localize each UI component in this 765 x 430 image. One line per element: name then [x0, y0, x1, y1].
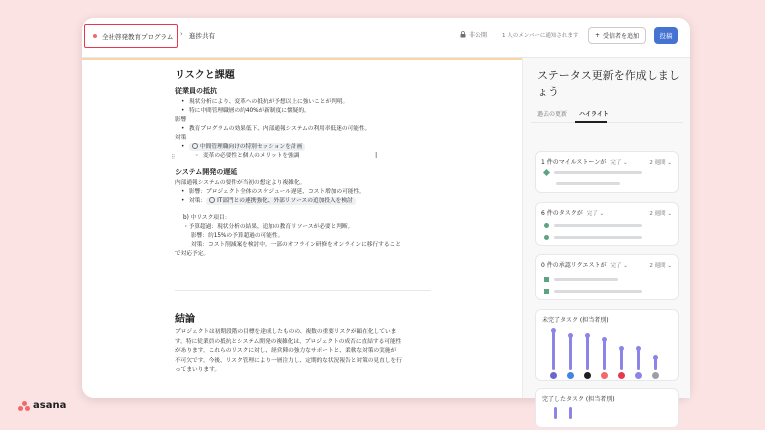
card-title: 0 件の承認リクエストが: [541, 262, 607, 269]
card-title: 1 件のマイルストーンが: [541, 159, 607, 166]
assignee-avatar[interactable]: [584, 372, 591, 379]
label-measure: 対策: [175, 135, 187, 141]
paragraph: ・予算超過：現状分析の結果、追加の教育リソースが必要と判断。: [183, 224, 354, 230]
chart-bar: [586, 335, 589, 370]
measure-prefix: 対策：: [189, 198, 207, 204]
conclusion-paragraph: [175, 328, 433, 376]
post-button[interactable]: 投稿: [654, 27, 678, 44]
card-filter[interactable]: [610, 158, 627, 166]
chart-bar-cap: [585, 333, 590, 338]
chart-bar: [637, 348, 640, 370]
check-circle-icon[interactable]: [192, 143, 198, 149]
assignee-avatar[interactable]: [635, 372, 642, 379]
card-period[interactable]: 2 週間 ⌄: [649, 263, 672, 269]
asana-logo-icon: [18, 401, 30, 411]
approval-square-icon: [544, 289, 549, 294]
list-item: [544, 289, 642, 294]
plus-icon: +: [595, 32, 601, 39]
sidebar-tabs: [537, 109, 609, 118]
subsection-title: 従業員の抵抗: [175, 87, 217, 95]
drag-handle-icon[interactable]: ⠿: [171, 154, 176, 161]
tab-past-updates[interactable]: 過去の更新: [537, 111, 568, 118]
subsection-title: システム開発の遅延: [175, 168, 238, 176]
placeholder-bar: [554, 278, 618, 281]
placeholder-bar: [556, 182, 620, 185]
card-filter[interactable]: [587, 209, 604, 217]
text-cursor-icon: I: [375, 151, 378, 160]
card-title: 6 件のタスクが: [541, 210, 583, 217]
assignee-avatar[interactable]: [550, 372, 557, 379]
chart-bar-cap: [602, 337, 607, 342]
add-recipient-button[interactable]: [588, 27, 646, 44]
paragraph-line: プロジェクトは初期段階の目標を達成したものの、複数の重要リスクが顕在化していま: [175, 329, 397, 335]
paragraph: で対応予定。: [175, 251, 210, 257]
breadcrumb-project[interactable]: [84, 24, 178, 48]
card-header: [541, 208, 604, 217]
placeholder-bar: [554, 171, 642, 174]
list-item: • 教育プログラムの効果低下、内部通報システムの利用率低迷の可能性。: [175, 125, 445, 134]
check-circle-icon: [544, 235, 549, 240]
conclusion-title: 結論: [175, 314, 195, 325]
section-divider: [175, 290, 431, 291]
chevron-down-icon: ⌄: [599, 210, 605, 217]
completed-tasks-chart: [535, 388, 679, 428]
incomplete-tasks-chart: [535, 309, 679, 381]
chevron-down-icon: ⌄: [623, 262, 628, 269]
card-header: [541, 157, 628, 166]
privacy-indicator[interactable]: [460, 30, 487, 39]
list-item: • 特に中間管理職層の約40%が新制度に懐疑的。: [175, 107, 445, 116]
placeholder-bar: [554, 224, 642, 227]
task-list-item: [175, 143, 445, 152]
breadcrumb-separator-icon: ›: [180, 30, 183, 38]
asana-logo: [18, 400, 66, 411]
label-impact: 影響: [175, 117, 187, 123]
add-recipient-label: 受信者を追加: [603, 33, 640, 40]
chart-bar: [603, 339, 606, 370]
card-period-label: 2 週間: [649, 263, 666, 269]
paragraph-line: 不可欠です。今後、リスク管理により一層注力し、定期的な状況報告と対策の見直しを行: [175, 357, 402, 364]
asana-logo-text: asana: [33, 400, 67, 411]
card-header: [541, 260, 628, 269]
approvals-card[interactable]: [535, 254, 679, 300]
lock-icon: [460, 31, 466, 38]
chart-title: 未完了タスク (担当者別): [542, 317, 609, 324]
list-item: • 影響：プロジェクト全体のスケジュール遅延、コスト増加の可能性。: [175, 188, 445, 197]
tabs-divider: [531, 122, 683, 123]
chart-title: 完了したタスク (担当者別): [542, 396, 615, 403]
chart-bar: [569, 335, 572, 370]
check-circle-icon[interactable]: [209, 197, 215, 203]
chart-bar: [620, 348, 623, 370]
sidebar-title: ステータス更新を作成しましょう: [537, 69, 680, 98]
tab-highlights[interactable]: ハイライト: [579, 111, 609, 118]
list-item: [544, 235, 642, 240]
sub-list-item: ◦ 変革の必要性と個人のメリットを強調: [175, 152, 445, 161]
assignee-avatar[interactable]: [601, 372, 608, 379]
chart-bar: [554, 407, 557, 419]
list-item: [544, 170, 642, 175]
check-circle-icon: [544, 223, 549, 228]
list-item: • 現状分析により、変革への抵抗が予想以上に強いことが判明。: [175, 98, 445, 107]
task-list-item: [175, 197, 445, 206]
card-period-label: 2 週間: [649, 160, 666, 166]
app-window: [82, 18, 690, 403]
assignee-avatar[interactable]: [618, 372, 625, 379]
chevron-down-icon: ⌄: [623, 159, 628, 166]
list-item: [544, 277, 618, 282]
top-header: [82, 18, 690, 58]
list-item: [544, 223, 642, 228]
chart-bar-cap: [619, 346, 624, 351]
notify-text: 1 人のメンバーに通知されます: [502, 33, 579, 39]
card-period[interactable]: 2 週間 ⌄: [649, 211, 672, 217]
card-filter-label: 完了: [610, 262, 622, 269]
assignee-avatar[interactable]: [652, 372, 659, 379]
paragraph: b) 中リスク項目：: [183, 215, 231, 221]
chart-bar-cap: [551, 328, 556, 333]
paragraph: 対策：コスト削減案を検討中。一部のオフライン研修をオンラインに移行すること: [191, 242, 401, 248]
section-title: リスクと課題: [175, 70, 235, 81]
paragraph-line: があります。これらのリスクに対し、経営陣の強力なサポートと、柔軟な対策の実施が: [175, 348, 397, 354]
card-filter-label: 完了: [586, 210, 598, 217]
chart-bar-cap: [568, 333, 573, 338]
card-filter-label: 完了: [610, 159, 622, 166]
card-period-label: 2 週間: [649, 211, 666, 217]
breadcrumb-project-label: 全社啓発教育プログラム: [102, 32, 174, 41]
chart-bar-cap: [636, 346, 641, 351]
placeholder-bar: [554, 236, 642, 239]
milestone-card[interactable]: [535, 151, 679, 193]
paragraph: 影響：約15%の予算超過の可能性。: [191, 233, 284, 239]
chart-bar: [569, 407, 572, 419]
breadcrumb-current: 進捗共有: [189, 32, 215, 40]
tasks-card[interactable]: [535, 202, 679, 246]
paragraph-line: す。特に従業員の抵抗とシステム開発の複雑化は、プロジェクトの成否に直結する可能性: [175, 338, 402, 345]
paragraph: 内部通報システムの要件が当初の想定より複雑化。: [175, 180, 306, 186]
placeholder-bar: [554, 290, 642, 293]
task-chip-label: 中間管理職向けの特別セッションを計画: [200, 144, 303, 150]
status-sidebar: [522, 58, 690, 403]
card-filter[interactable]: [611, 261, 628, 269]
chart-bar-cap: [653, 355, 658, 360]
task-chip[interactable]: [189, 143, 305, 151]
chart-plot-area: [536, 310, 680, 382]
task-chip[interactable]: [206, 197, 356, 205]
chart-bar: [552, 330, 555, 370]
card-period[interactable]: 2 週間 ⌄: [649, 160, 672, 166]
milestone-diamond-icon: [543, 169, 550, 176]
privacy-label: 非公開: [469, 32, 488, 39]
active-tab-indicator: [575, 121, 607, 123]
project-color-dot-icon: [93, 34, 97, 38]
assignee-avatar[interactable]: [567, 372, 574, 379]
paragraph-line: ってまいります。: [175, 367, 221, 373]
approval-square-icon: [544, 277, 549, 282]
document-editor[interactable]: [82, 60, 522, 398]
task-chip-label: IT部門との連携強化、外部リソースの追加投入を検討: [217, 198, 353, 204]
